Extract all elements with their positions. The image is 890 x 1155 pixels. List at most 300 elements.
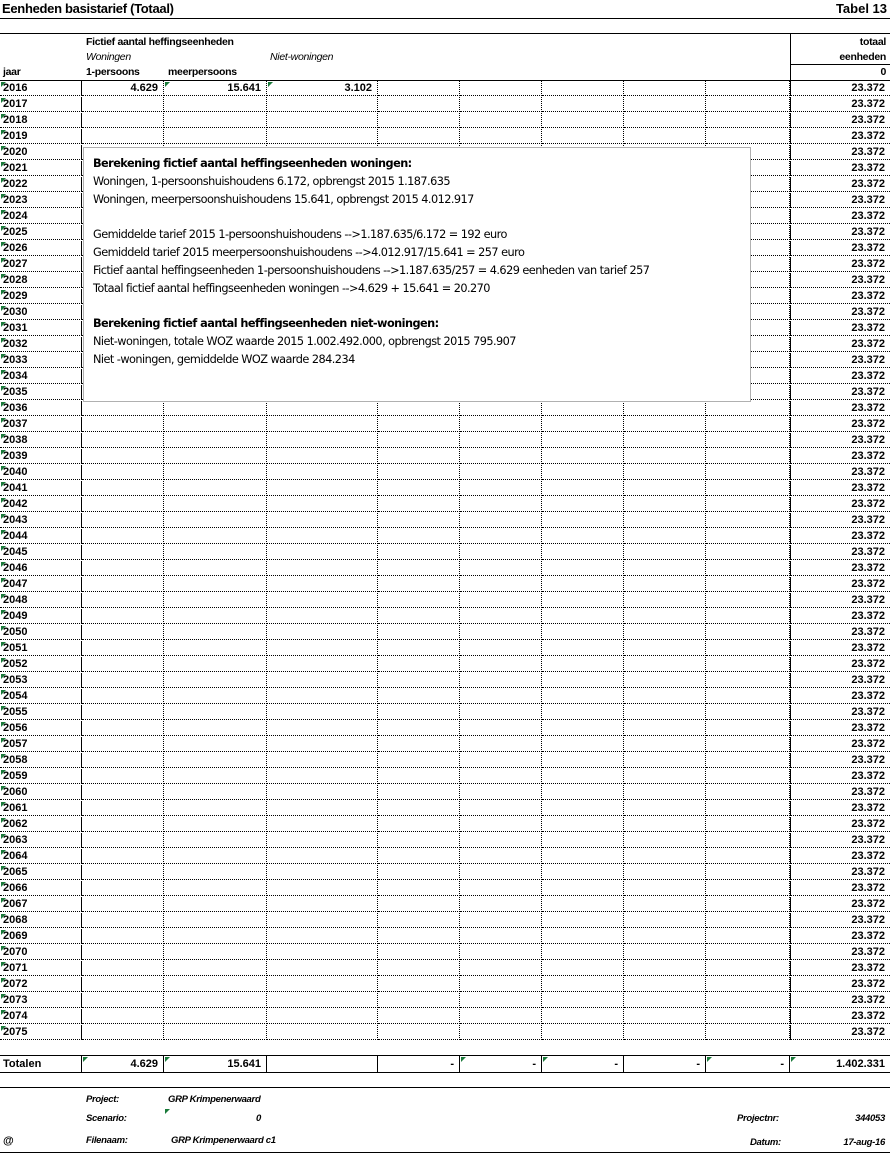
value-cell[interactable]: [624, 417, 706, 432]
value-cell[interactable]: [378, 913, 460, 928]
value-cell[interactable]: [460, 97, 542, 112]
year-cell[interactable]: 2016: [0, 81, 82, 96]
value-cell[interactable]: [542, 785, 624, 800]
value-cell[interactable]: [460, 673, 542, 688]
total-cell[interactable]: 23.372: [790, 193, 890, 208]
value-cell[interactable]: [460, 801, 542, 816]
total-cell[interactable]: 23.372: [790, 433, 890, 448]
value-cell[interactable]: [378, 705, 460, 720]
total-cell[interactable]: 23.372: [790, 753, 890, 768]
value-cell[interactable]: [378, 849, 460, 864]
year-cell[interactable]: 2036: [0, 401, 82, 416]
value-cell[interactable]: [460, 81, 542, 96]
value-cell[interactable]: [378, 977, 460, 992]
value-cell[interactable]: [542, 769, 624, 784]
total-cell[interactable]: 23.372: [790, 913, 890, 928]
year-cell[interactable]: 2043: [0, 513, 82, 528]
value-cell[interactable]: [164, 657, 267, 672]
value-cell[interactable]: [82, 1009, 164, 1024]
value-cell[interactable]: [706, 657, 790, 672]
total-cell[interactable]: 23.372: [790, 337, 890, 352]
year-cell[interactable]: 2031: [0, 321, 82, 336]
value-cell[interactable]: [82, 433, 164, 448]
value-cell[interactable]: [267, 721, 378, 736]
total-cell[interactable]: 23.372: [790, 113, 890, 128]
value-cell[interactable]: [542, 1025, 624, 1040]
value-cell[interactable]: [164, 769, 267, 784]
value-cell[interactable]: [706, 609, 790, 624]
value-cell[interactable]: [706, 753, 790, 768]
value-cell[interactable]: [706, 129, 790, 144]
value-cell[interactable]: [624, 465, 706, 480]
totals-cell[interactable]: -: [542, 1056, 624, 1072]
year-cell[interactable]: 2035: [0, 385, 82, 400]
value-cell[interactable]: [542, 641, 624, 656]
value-cell[interactable]: [624, 449, 706, 464]
totals-cell[interactable]: -: [460, 1056, 542, 1072]
total-cell[interactable]: 23.372: [790, 385, 890, 400]
value-cell[interactable]: [542, 1009, 624, 1024]
total-cell[interactable]: 23.372: [790, 81, 890, 96]
value-cell[interactable]: [378, 545, 460, 560]
value-cell[interactable]: [542, 817, 624, 832]
year-cell[interactable]: 2058: [0, 753, 82, 768]
value-cell[interactable]: [82, 97, 164, 112]
value-cell[interactable]: [267, 977, 378, 992]
value-cell[interactable]: [542, 737, 624, 752]
value-cell[interactable]: [267, 929, 378, 944]
total-cell[interactable]: 23.372: [790, 993, 890, 1008]
total-cell[interactable]: 23.372: [790, 785, 890, 800]
year-cell[interactable]: 2048: [0, 593, 82, 608]
totals-cell[interactable]: 15.641: [164, 1056, 267, 1072]
year-cell[interactable]: 2059: [0, 769, 82, 784]
value-cell[interactable]: [542, 721, 624, 736]
value-cell[interactable]: [378, 817, 460, 832]
value-cell[interactable]: [624, 81, 706, 96]
value-cell[interactable]: [164, 865, 267, 880]
value-cell[interactable]: [624, 625, 706, 640]
value-cell[interactable]: [460, 129, 542, 144]
value-cell[interactable]: [164, 705, 267, 720]
value-cell[interactable]: [624, 609, 706, 624]
value-cell[interactable]: 3.102: [267, 81, 378, 96]
value-cell[interactable]: [624, 129, 706, 144]
year-cell[interactable]: 2073: [0, 993, 82, 1008]
value-cell[interactable]: [542, 753, 624, 768]
value-cell[interactable]: [542, 689, 624, 704]
value-cell[interactable]: [267, 769, 378, 784]
total-cell[interactable]: 23.372: [790, 225, 890, 240]
total-cell[interactable]: 23.372: [790, 97, 890, 112]
value-cell[interactable]: [267, 497, 378, 512]
value-cell[interactable]: 15.641: [164, 81, 267, 96]
value-cell[interactable]: [706, 593, 790, 608]
total-cell[interactable]: 23.372: [790, 177, 890, 192]
total-cell[interactable]: 23.372: [790, 689, 890, 704]
calculation-note[interactable]: [83, 147, 751, 402]
total-cell[interactable]: 23.372: [790, 849, 890, 864]
value-cell[interactable]: [164, 481, 267, 496]
value-cell[interactable]: [378, 577, 460, 592]
value-cell[interactable]: [460, 497, 542, 512]
value-cell[interactable]: [542, 433, 624, 448]
value-cell[interactable]: [542, 513, 624, 528]
value-cell[interactable]: [706, 433, 790, 448]
value-cell[interactable]: [624, 977, 706, 992]
value-cell[interactable]: [460, 417, 542, 432]
value-cell[interactable]: [82, 641, 164, 656]
value-cell[interactable]: [460, 913, 542, 928]
value-cell[interactable]: [706, 817, 790, 832]
value-cell[interactable]: [267, 705, 378, 720]
value-cell[interactable]: [267, 817, 378, 832]
value-cell[interactable]: [706, 625, 790, 640]
value-cell[interactable]: [164, 689, 267, 704]
value-cell[interactable]: [542, 993, 624, 1008]
total-cell[interactable]: 23.372: [790, 625, 890, 640]
year-cell[interactable]: 2057: [0, 737, 82, 752]
year-cell[interactable]: 2024: [0, 209, 82, 224]
value-cell[interactable]: [460, 769, 542, 784]
year-cell[interactable]: 2051: [0, 641, 82, 656]
value-cell[interactable]: [624, 801, 706, 816]
value-cell[interactable]: [542, 97, 624, 112]
value-cell[interactable]: [267, 993, 378, 1008]
value-cell[interactable]: [624, 641, 706, 656]
value-cell[interactable]: [460, 561, 542, 576]
total-cell[interactable]: 23.372: [790, 881, 890, 896]
year-cell[interactable]: 2026: [0, 241, 82, 256]
value-cell[interactable]: [542, 865, 624, 880]
value-cell[interactable]: [460, 641, 542, 656]
value-cell[interactable]: [706, 513, 790, 528]
value-cell[interactable]: [82, 449, 164, 464]
value-cell[interactable]: [542, 705, 624, 720]
value-cell[interactable]: [267, 593, 378, 608]
value-cell[interactable]: [542, 913, 624, 928]
value-cell[interactable]: [164, 785, 267, 800]
value-cell[interactable]: [378, 993, 460, 1008]
year-cell[interactable]: 2049: [0, 609, 82, 624]
value-cell[interactable]: [267, 865, 378, 880]
value-cell[interactable]: [542, 465, 624, 480]
year-cell[interactable]: 2022: [0, 177, 82, 192]
value-cell[interactable]: [164, 497, 267, 512]
value-cell[interactable]: [460, 593, 542, 608]
value-cell[interactable]: [706, 785, 790, 800]
value-cell[interactable]: [460, 529, 542, 544]
value-cell[interactable]: [460, 513, 542, 528]
value-cell[interactable]: [164, 593, 267, 608]
value-cell[interactable]: [267, 961, 378, 976]
value-cell[interactable]: [542, 417, 624, 432]
year-cell[interactable]: 2046: [0, 561, 82, 576]
value-cell[interactable]: [706, 1025, 790, 1040]
value-cell[interactable]: [82, 881, 164, 896]
value-cell[interactable]: [164, 97, 267, 112]
year-cell[interactable]: 2032: [0, 337, 82, 352]
value-cell[interactable]: [82, 993, 164, 1008]
value-cell[interactable]: [164, 625, 267, 640]
total-cell[interactable]: 23.372: [790, 1025, 890, 1040]
value-cell[interactable]: [378, 833, 460, 848]
value-cell[interactable]: [542, 881, 624, 896]
value-cell[interactable]: [378, 673, 460, 688]
value-cell[interactable]: [706, 977, 790, 992]
value-cell[interactable]: [460, 833, 542, 848]
value-cell[interactable]: [706, 465, 790, 480]
value-cell[interactable]: [542, 481, 624, 496]
total-cell[interactable]: 23.372: [790, 497, 890, 512]
value-cell[interactable]: [82, 593, 164, 608]
year-cell[interactable]: 2042: [0, 497, 82, 512]
year-cell[interactable]: 2021: [0, 161, 82, 176]
value-cell[interactable]: 4.629: [82, 81, 164, 96]
value-cell[interactable]: [82, 129, 164, 144]
value-cell[interactable]: [624, 497, 706, 512]
value-cell[interactable]: [706, 449, 790, 464]
total-cell[interactable]: 23.372: [790, 321, 890, 336]
total-cell[interactable]: 23.372: [790, 209, 890, 224]
value-cell[interactable]: [460, 1025, 542, 1040]
value-cell[interactable]: [82, 961, 164, 976]
value-cell[interactable]: [624, 529, 706, 544]
year-cell[interactable]: 2053: [0, 673, 82, 688]
year-cell[interactable]: 2029: [0, 289, 82, 304]
value-cell[interactable]: [378, 657, 460, 672]
value-cell[interactable]: [164, 529, 267, 544]
totals-cell[interactable]: -: [706, 1056, 790, 1072]
value-cell[interactable]: [164, 1009, 267, 1024]
value-cell[interactable]: [542, 593, 624, 608]
total-cell[interactable]: 23.372: [790, 865, 890, 880]
total-cell[interactable]: 23.372: [790, 897, 890, 912]
value-cell[interactable]: [706, 673, 790, 688]
value-cell[interactable]: [267, 1025, 378, 1040]
year-cell[interactable]: 2054: [0, 689, 82, 704]
year-cell[interactable]: 2037: [0, 417, 82, 432]
year-cell[interactable]: 2025: [0, 225, 82, 240]
value-cell[interactable]: [460, 689, 542, 704]
value-cell[interactable]: [378, 881, 460, 896]
value-cell[interactable]: [378, 945, 460, 960]
value-cell[interactable]: [267, 609, 378, 624]
value-cell[interactable]: [82, 705, 164, 720]
value-cell[interactable]: [267, 529, 378, 544]
value-cell[interactable]: [624, 561, 706, 576]
year-cell[interactable]: 2039: [0, 449, 82, 464]
totals-cell[interactable]: -: [378, 1056, 460, 1072]
year-cell[interactable]: 2075: [0, 1025, 82, 1040]
value-cell[interactable]: [624, 657, 706, 672]
value-cell[interactable]: [542, 961, 624, 976]
value-cell[interactable]: [460, 657, 542, 672]
value-cell[interactable]: [164, 881, 267, 896]
value-cell[interactable]: [164, 417, 267, 432]
value-cell[interactable]: [542, 897, 624, 912]
total-cell[interactable]: 23.372: [790, 449, 890, 464]
value-cell[interactable]: [378, 801, 460, 816]
year-cell[interactable]: 2055: [0, 705, 82, 720]
value-cell[interactable]: [460, 481, 542, 496]
value-cell[interactable]: [164, 673, 267, 688]
value-cell[interactable]: [706, 769, 790, 784]
value-cell[interactable]: [624, 593, 706, 608]
value-cell[interactable]: [706, 913, 790, 928]
value-cell[interactable]: [164, 401, 267, 416]
value-cell[interactable]: [82, 753, 164, 768]
value-cell[interactable]: [460, 401, 542, 416]
value-cell[interactable]: [706, 945, 790, 960]
value-cell[interactable]: [706, 577, 790, 592]
value-cell[interactable]: [82, 657, 164, 672]
year-cell[interactable]: 2028: [0, 273, 82, 288]
value-cell[interactable]: [82, 913, 164, 928]
value-cell[interactable]: [267, 577, 378, 592]
value-cell[interactable]: [624, 833, 706, 848]
value-cell[interactable]: [267, 97, 378, 112]
total-cell[interactable]: 23.372: [790, 561, 890, 576]
value-cell[interactable]: [706, 705, 790, 720]
value-cell[interactable]: [706, 833, 790, 848]
value-cell[interactable]: [624, 993, 706, 1008]
value-cell[interactable]: [706, 417, 790, 432]
year-cell[interactable]: 2047: [0, 577, 82, 592]
value-cell[interactable]: [460, 897, 542, 912]
year-cell[interactable]: 2072: [0, 977, 82, 992]
total-cell[interactable]: 23.372: [790, 401, 890, 416]
value-cell[interactable]: [706, 97, 790, 112]
year-cell[interactable]: 2071: [0, 961, 82, 976]
value-cell[interactable]: [624, 481, 706, 496]
value-cell[interactable]: [267, 641, 378, 656]
value-cell[interactable]: [164, 129, 267, 144]
value-cell[interactable]: [164, 753, 267, 768]
value-cell[interactable]: [706, 881, 790, 896]
value-cell[interactable]: [82, 737, 164, 752]
value-cell[interactable]: [542, 609, 624, 624]
value-cell[interactable]: [378, 401, 460, 416]
value-cell[interactable]: [706, 849, 790, 864]
year-cell[interactable]: 2068: [0, 913, 82, 928]
totals-grand-total[interactable]: 1.402.331: [790, 1056, 890, 1072]
value-cell[interactable]: [267, 913, 378, 928]
value-cell[interactable]: [706, 497, 790, 512]
total-cell[interactable]: 23.372: [790, 353, 890, 368]
value-cell[interactable]: [624, 945, 706, 960]
value-cell[interactable]: [378, 737, 460, 752]
total-cell[interactable]: 23.372: [790, 721, 890, 736]
value-cell[interactable]: [460, 849, 542, 864]
value-cell[interactable]: [164, 561, 267, 576]
year-cell[interactable]: 2067: [0, 897, 82, 912]
value-cell[interactable]: [460, 929, 542, 944]
value-cell[interactable]: [82, 817, 164, 832]
value-cell[interactable]: [706, 801, 790, 816]
value-cell[interactable]: [164, 993, 267, 1008]
total-cell[interactable]: 23.372: [790, 161, 890, 176]
value-cell[interactable]: [164, 641, 267, 656]
value-cell[interactable]: [460, 721, 542, 736]
value-cell[interactable]: [378, 929, 460, 944]
total-cell[interactable]: 23.372: [790, 289, 890, 304]
value-cell[interactable]: [624, 769, 706, 784]
year-cell[interactable]: 2061: [0, 801, 82, 816]
value-cell[interactable]: [624, 865, 706, 880]
total-cell[interactable]: 23.372: [790, 961, 890, 976]
value-cell[interactable]: [378, 497, 460, 512]
value-cell[interactable]: [82, 721, 164, 736]
value-cell[interactable]: [624, 721, 706, 736]
value-cell[interactable]: [542, 113, 624, 128]
total-cell[interactable]: 23.372: [790, 129, 890, 144]
value-cell[interactable]: [267, 1009, 378, 1024]
value-cell[interactable]: [542, 657, 624, 672]
totals-cell[interactable]: -: [624, 1056, 706, 1072]
value-cell[interactable]: [267, 561, 378, 576]
value-cell[interactable]: [542, 929, 624, 944]
value-cell[interactable]: [82, 945, 164, 960]
year-cell[interactable]: 2040: [0, 465, 82, 480]
year-cell[interactable]: 2074: [0, 1009, 82, 1024]
value-cell[interactable]: [460, 785, 542, 800]
year-cell[interactable]: 2023: [0, 193, 82, 208]
value-cell[interactable]: [624, 849, 706, 864]
total-cell[interactable]: 23.372: [790, 673, 890, 688]
value-cell[interactable]: [82, 1025, 164, 1040]
value-cell[interactable]: [624, 785, 706, 800]
value-cell[interactable]: [624, 689, 706, 704]
value-cell[interactable]: [82, 561, 164, 576]
value-cell[interactable]: [378, 897, 460, 912]
value-cell[interactable]: [624, 545, 706, 560]
value-cell[interactable]: [164, 449, 267, 464]
value-cell[interactable]: [82, 417, 164, 432]
value-cell[interactable]: [378, 1025, 460, 1040]
value-cell[interactable]: [624, 737, 706, 752]
value-cell[interactable]: [706, 993, 790, 1008]
value-cell[interactable]: [164, 433, 267, 448]
value-cell[interactable]: [378, 561, 460, 576]
value-cell[interactable]: [460, 113, 542, 128]
value-cell[interactable]: [82, 673, 164, 688]
total-cell[interactable]: 23.372: [790, 465, 890, 480]
value-cell[interactable]: [82, 513, 164, 528]
value-cell[interactable]: [82, 497, 164, 512]
value-cell[interactable]: [378, 449, 460, 464]
value-cell[interactable]: [624, 913, 706, 928]
value-cell[interactable]: [164, 817, 267, 832]
total-cell[interactable]: 23.372: [790, 273, 890, 288]
value-cell[interactable]: [624, 401, 706, 416]
totals-cell[interactable]: 4.629: [82, 1056, 164, 1072]
value-cell[interactable]: [164, 897, 267, 912]
value-cell[interactable]: [624, 897, 706, 912]
year-cell[interactable]: 2070: [0, 945, 82, 960]
value-cell[interactable]: [267, 657, 378, 672]
value-cell[interactable]: [267, 113, 378, 128]
value-cell[interactable]: [82, 929, 164, 944]
value-cell[interactable]: [460, 545, 542, 560]
value-cell[interactable]: [542, 945, 624, 960]
value-cell[interactable]: [378, 465, 460, 480]
value-cell[interactable]: [706, 561, 790, 576]
value-cell[interactable]: [267, 481, 378, 496]
value-cell[interactable]: [267, 737, 378, 752]
value-cell[interactable]: [460, 433, 542, 448]
total-cell[interactable]: 23.372: [790, 417, 890, 432]
